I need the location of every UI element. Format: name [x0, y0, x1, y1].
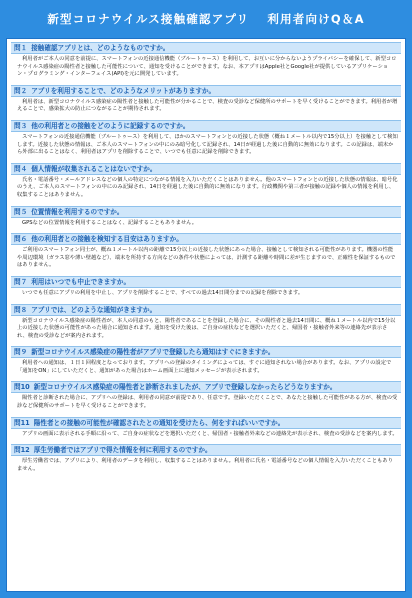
question-6	[11, 233, 401, 245]
answer-4: 氏名・電話番号・メールアドレスなどの個人の特定につながる情報を入力いただくことはありません。他のスマートフォンとの近接した状態の情報は、暗号化のうえ、ご本人のスマートフォンの中にのみ記録され、14日を経過した後に自動的に無効になります。行政機関や第三者が接触の記録や個人の情報を利用し、収集することはありません。	[17, 176, 398, 198]
question-8	[11, 304, 401, 316]
qa-item-11	[11, 417, 401, 443]
qa-item-10	[11, 381, 401, 414]
qa-item-3	[11, 120, 401, 161]
qa-item-4	[11, 163, 401, 204]
header-title: 新型コロナウイルス接触確認アプリ	[47, 12, 250, 26]
question-number: 問８	[14, 305, 28, 314]
qa-item-5	[11, 206, 401, 232]
qa-item-2	[11, 85, 401, 118]
question-text: 陽性者との接触の可能性が確認されたとの通知を受けたら、何をすればいいですか。	[33, 418, 285, 427]
qa-panel	[6, 38, 406, 592]
question-text: 個人情報が収集されることはないですか。	[31, 164, 157, 173]
question-number: 問５	[14, 207, 28, 216]
qa-item-1	[11, 42, 401, 83]
page-header	[0, 0, 412, 38]
qa-item-8	[11, 304, 401, 345]
answer-12: 厚生労働省では、アプリにより、利用者のデータを利用し、収集することはありません。利用者に氏名・電話番号などの個人情報を入力いただくこともありません。	[17, 458, 393, 472]
qa-item-6	[11, 233, 401, 274]
answer-1: 利用者がご本人の同意を前提に、スマートフォンの近接通信機能（ブルートゥース）を利用して、お互いに分からないようプライバシーを確保して、新型コロナウイルス感染症の陽性者と接触した可能性について、通知を受けることができます。なお、本アプリはApple社とGoogle社が提供しているアプリケーション・プログラミング・インターフェイス(API)を元に開発しています。	[17, 56, 397, 78]
answer-6: ご利用のスマートフォン同士が、概ね１メートル以内の距離で15分以上の近接した状態にあった場合、接触として検知される可能性があります。機器の性能や周辺環境（ガラス窓や薄い壁越など）、端末を所持する方向などの条件や状態によっては、計測する距離や時間に差が生じますので、正確性を保証するものではありません。	[17, 247, 396, 269]
question-text: 利用はいつでも中止できますか。	[31, 277, 131, 286]
question-text: 接触確認アプリとは、どのようなものですか。	[31, 44, 170, 52]
question-7	[11, 276, 401, 288]
question-number: 問10	[14, 383, 30, 392]
qa-item-12	[11, 444, 401, 477]
question-text: アプリを利用することで、どのようなメリットがありますか。	[31, 86, 216, 95]
question-number: 問２	[14, 86, 28, 95]
question-number: 問４	[14, 164, 28, 173]
question-number: 問３	[14, 121, 28, 130]
question-number: 問９	[14, 348, 28, 357]
answer-5: GPSなどの位置情報を利用することはなく、記録することもありません。	[22, 219, 198, 226]
answer-3: スマートフォンの近接通信機能（ブルートゥース）を利用して、ほかのスマートフォンとの近接した状態（概ね１メートル以内で15分以上）を接触として検知します。近接した状態の情報は、ご本人のスマートフォンの中にのみ暗号化して記録され、14日が経過した後に自動的に無効になります。この記録は、端末から外部に出ることはなく、利用者はアプリを削除することで、いつでも任意に記録を削除できます。	[17, 133, 398, 156]
question-number: 問１	[14, 44, 28, 52]
qa-item-9	[11, 346, 401, 379]
question-12	[11, 444, 401, 456]
question-2	[11, 85, 401, 97]
answer-10: 陽性者と診断された場合に、アプリへの登録は、利用者の同意が前提であり、任意です。登録いただくことで、あなたと接触した可能性がある方が、検査の受診など保健所のサポートを早く受けることができます。	[17, 395, 398, 410]
qa-item-7	[11, 276, 401, 302]
question-text: 他の利用者との接触を検知する目安はありますか。	[31, 235, 183, 244]
question-text: アプリでは、どのような通知がきますか。	[31, 305, 157, 314]
answer-11: アプリの画面に表示される手順に沿って、ご自身の症状などを選択いただくと、帰国者・接触者外来などの連絡先が表示され、検査の受診などを案内します。	[22, 430, 398, 437]
question-number: 問６	[14, 235, 28, 244]
question-1	[11, 42, 401, 54]
answer-7: いつでも任意にアプリの利用を中止し、アプリを削除することで、すべての過去14日間分までの記録を削除できます。	[22, 289, 304, 296]
header-subtitle: 利用者向けQ＆A	[267, 12, 365, 26]
answer-9: 利用者への通知は、１日１回程度となっております。アプリへの登録のタイミングによっては、すぐに通知されない場合があります。なお、アプリの設定で「通知をON」にしていただくと、通知があった場合はホーム画面上に通知メッセージが表示されます。	[17, 360, 392, 374]
question-text: 新型コロナウイルス感染症の陽性者と診断されましたが、アプリで登録しなかったらどうなりますか。	[33, 383, 337, 392]
question-text: 他の利用者との接触をどのように記録するのですか。	[31, 121, 190, 130]
question-5	[11, 206, 401, 218]
question-number: 問12	[14, 446, 30, 455]
question-3	[11, 120, 401, 132]
question-number: 問11	[14, 418, 30, 427]
question-text: 厚生労働者ではアプリで得た情報を何に利用するのですか。	[33, 446, 212, 455]
question-9	[11, 346, 401, 358]
question-text: 位置情報を利用するのですか。	[31, 207, 124, 216]
answer-2: 利用者は、新型コロナウイルス感染症の陽性者と接触した可能性が分かることで、検査の受診など保健所のサポートを早く受けることができます。利用者が増えることで、感染拡大の防止につながることが期待されます。	[17, 98, 398, 113]
question-number: 問７	[14, 277, 28, 286]
answer-8: 新型コロナウイルス感染症の陽性者が、本人の同意のもと、陽性者であることを登録した場合に、その陽性者と過去14日間に、概ね１メートル以内で15分以上の近接した状態の可能性があった場合に通知されます。通知を受けた後は、ご自身の症状などを選択いただくと、帰国者・接触者外来等の連絡先が表示され、検査の受診などが案内されます。	[17, 317, 396, 339]
question-text: 新型コロナウイルス感染症の陽性者がアプリで登録したら通知はすぐにきますか。	[31, 348, 275, 357]
question-10	[11, 381, 401, 393]
question-11	[11, 417, 401, 429]
question-4	[11, 163, 401, 175]
